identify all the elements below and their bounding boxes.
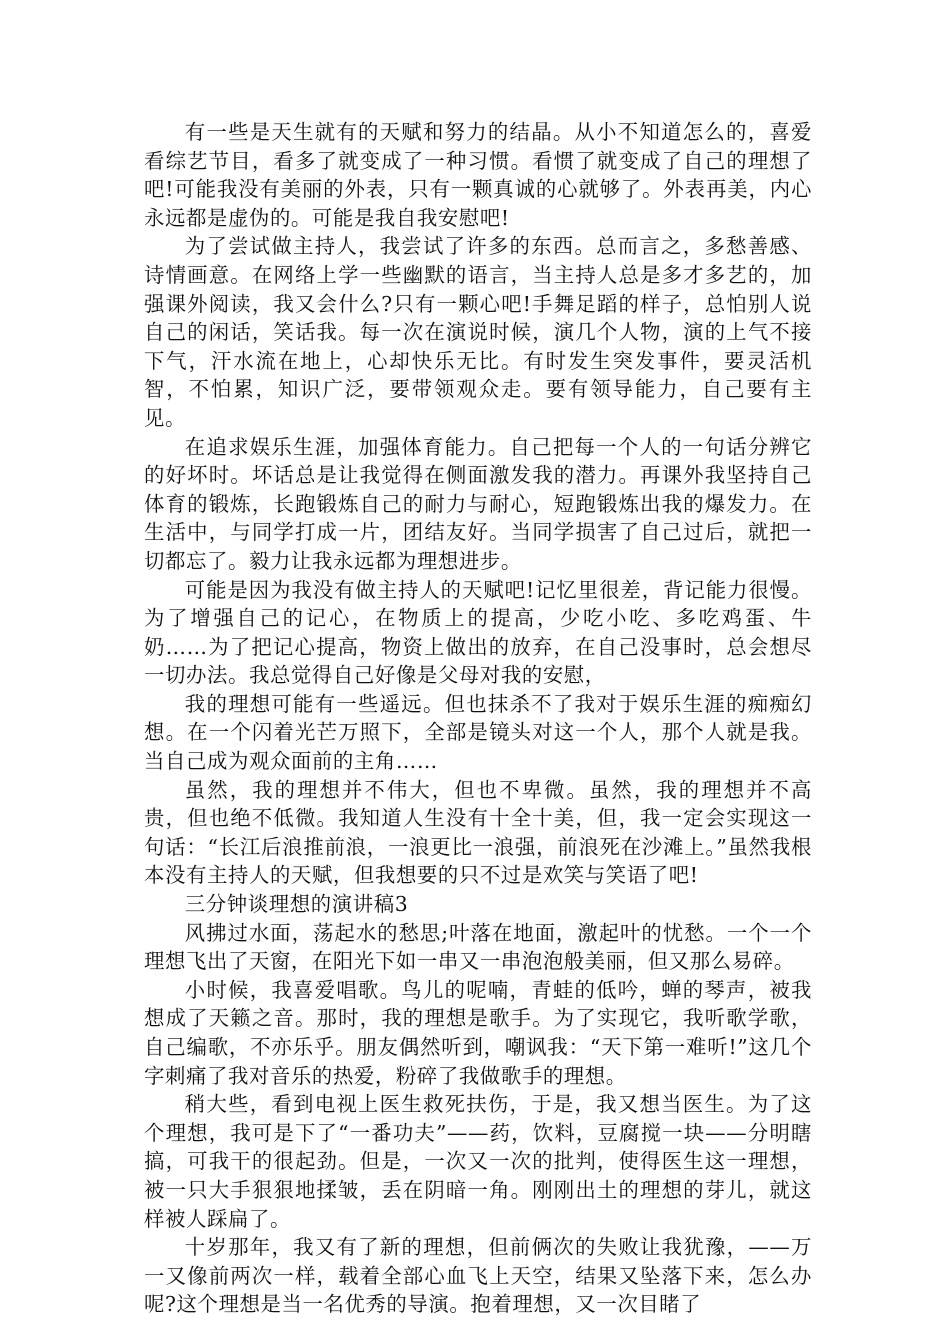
paragraph-2: 为了尝试做主持人，我尝试了许多的东西。总而言之，多愁善感、诗情画意。在网络上学一些幽默的语言，当主持人总是多才多艺的，加强课外阅读，我又会什么?只有一颗心吧!手舞足蹈的样子，总怕别人说自己的闲话，笑话我。每一次在演说时候，演几个人物，演的上气不接下气，汗水流在地上，心却快乐无比。有时发生突发事件，要灵活机智，不怕累，知识广泛，要带领观众走。要有领导能力，自己要有主见。 (144, 234, 812, 430)
paragraph-7: 风拂过水面，荡起水的愁思;叶落在地面，激起叶的忧愁。一个一个理想飞出了天窗，在阳光下如一串又一串泡泡般美丽，但又那么易碎。 (144, 920, 812, 974)
document-body (144, 118, 812, 1319)
paragraph-3: 在追求娱乐生涯，加强体育能力。自己把每一个人的一句话分辨它的好坏时。坏话总是让我觉得在侧面激发我的潜力。再课外我坚持自己体育的锻炼，长跑锻炼自己的耐力与耐心，短跑锻炼出我的爆发力。在生活中，与同学打成一片，团结友好。当同学损害了自己过后，就把一切都忘了。毅力让我永远都为理想进步。 (144, 434, 812, 573)
paragraph-6: 虽然，我的理想并不伟大，但也不卑微。虽然，我的理想并不高贵，但也绝不低微。我知道人生没有十全十美，但，我一定会实现这一句话：“长江后浪推前浪，一浪更比一浪强，前浪死在沙滩上。”虽然我根本没有主持人的天赋，但我想要的只不过是欢笑与笑语了吧! (144, 777, 812, 888)
paragraph-4: 可能是因为我没有做主持人的天赋吧!记忆里很差，背记能力很慢。为了增强自己的记心，在物质上的提高，少吃小吃、多吃鸡蛋、牛奶……为了把记心提高，物资上做出的放弃，在自己没事时，总会想尽一切办法。我总觉得自己好像是父母对我的安慰， (144, 577, 812, 688)
paragraph-9: 稍大些，看到电视上医生救死扶伤，于是，我又想当医生。为了这个理想，我可是下了“一番功夫”——药，饮料，豆腐搅一块——分明瞎搞，可我干的很起劲。但是，一次又一次的批判，使得医生这一理想，被一只大手狠狠地揉皱，丢在阴暗一角。刚刚出土的理想的芽儿，就这样被人踩扁了。 (144, 1092, 812, 1231)
paragraph-5: 我的理想可能有一些遥远。但也抹杀不了我对于娱乐生涯的痴痴幻想。在一个闪着光芒万照下，全部是镜头对这一个人，那个人就是我。当自己成为观众面前的主角…… (144, 691, 812, 774)
paragraph-10: 十岁那年，我又有了新的理想，但前俩次的失败让我犹豫，——万一又像前两次一样，载着全部心血飞上天空，结果又坠落下来，怎么办呢?这个理想是当一名优秀的导演。抱着理想，又一次目睹了 (144, 1235, 812, 1317)
section-heading: 三分钟谈理想的演讲稿3 (184, 892, 409, 917)
paragraph-1: 有一些是天生就有的天赋和努力的结晶。从小不知道怎么的，喜爱看综艺节目，看多了就变成了一种习惯。看惯了就变成了自己的理想了吧!可能我没有美丽的外表，只有一颗真诚的心就够了。外表再美，内心永远都是虚伪的。可能是我自我安慰吧! (144, 120, 812, 230)
paragraph-8: 小时候，我喜爱唱歌。鸟儿的呢喃，青蛙的低吟，蝉的琴声，被我想成了天籁之音。那时，我的理想是歌手。为了实现它，我听歌学歌，自己编歌，不亦乐乎。朋友偶然听到，嘲讽我：“天下第一难听!”这几个字刺痛了我对音乐的热爱，粉碎了我做歌手的理想。 (144, 977, 812, 1088)
